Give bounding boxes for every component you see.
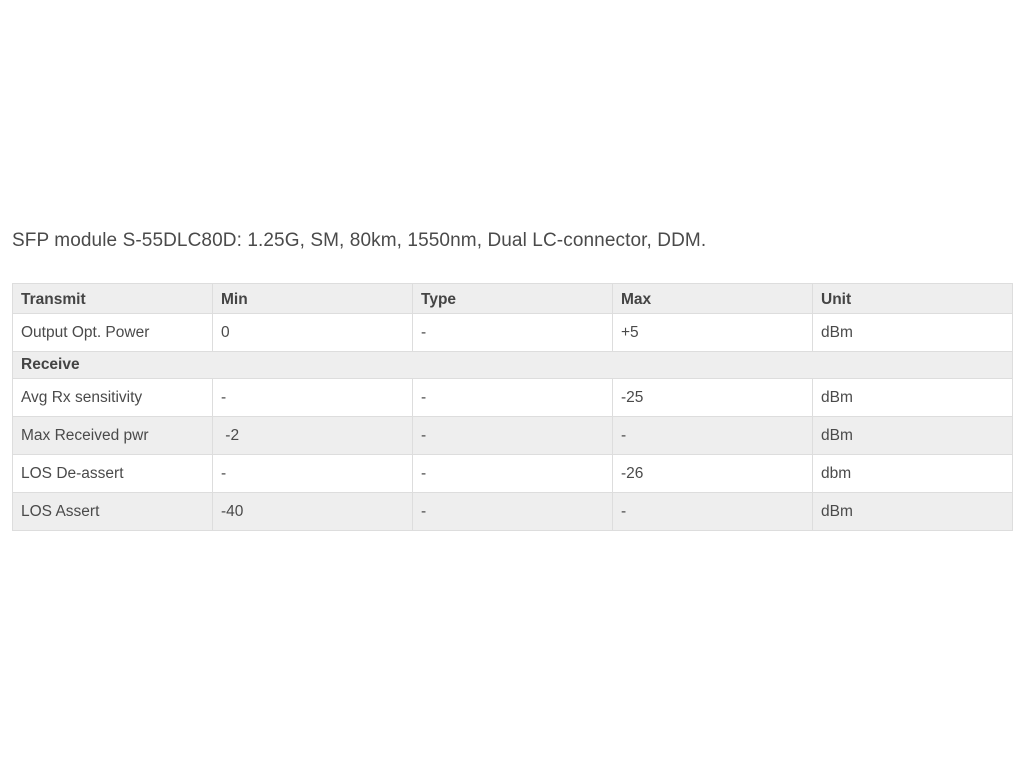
- table-header-row: [13, 284, 1013, 314]
- table-cell: -: [613, 493, 813, 531]
- table-cell: Max Received pwr: [13, 417, 213, 455]
- table-row: [13, 493, 1013, 531]
- table-cell: dbm: [813, 455, 1013, 493]
- spec-table: [12, 283, 1013, 531]
- table-cell: dBm: [813, 493, 1013, 531]
- table-cell: -: [413, 379, 613, 417]
- table-cell: Output Opt. Power: [13, 314, 213, 352]
- table-cell: -: [413, 493, 613, 531]
- table-row: [13, 379, 1013, 417]
- table-cell: -25: [613, 379, 813, 417]
- header-cell-max: Max: [613, 284, 813, 314]
- table-row: [13, 314, 1013, 352]
- table-cell: -: [613, 417, 813, 455]
- header-cell-transmit: Transmit: [13, 284, 213, 314]
- table-cell: -: [213, 379, 413, 417]
- table-cell: -26: [613, 455, 813, 493]
- table-cell: dBm: [813, 417, 1013, 455]
- table-row: [13, 417, 1013, 455]
- header-cell-unit: Unit: [813, 284, 1013, 314]
- table-cell: dBm: [813, 314, 1013, 352]
- table-cell: +5: [613, 314, 813, 352]
- table-cell: -: [413, 455, 613, 493]
- section-row-receive: [13, 352, 1013, 379]
- table-row: [13, 455, 1013, 493]
- table-cell: 0: [213, 314, 413, 352]
- table-cell: -: [413, 417, 613, 455]
- table-cell: dBm: [813, 379, 1013, 417]
- section-label: Receive: [13, 352, 1013, 379]
- document-title: SFP module S-55DLC80D: 1.25G, SM, 80km, 1550nm, Dual LC-connector, DDM.: [12, 230, 707, 251]
- table-cell: -: [413, 314, 613, 352]
- table-cell: LOS Assert: [13, 493, 213, 531]
- table-cell: Avg Rx sensitivity: [13, 379, 213, 417]
- table-cell: -2: [213, 417, 413, 455]
- table-cell: LOS De-assert: [13, 455, 213, 493]
- header-cell-min: Min: [213, 284, 413, 314]
- table-cell: -: [213, 455, 413, 493]
- table-cell: -40: [213, 493, 413, 531]
- header-cell-type: Type: [413, 284, 613, 314]
